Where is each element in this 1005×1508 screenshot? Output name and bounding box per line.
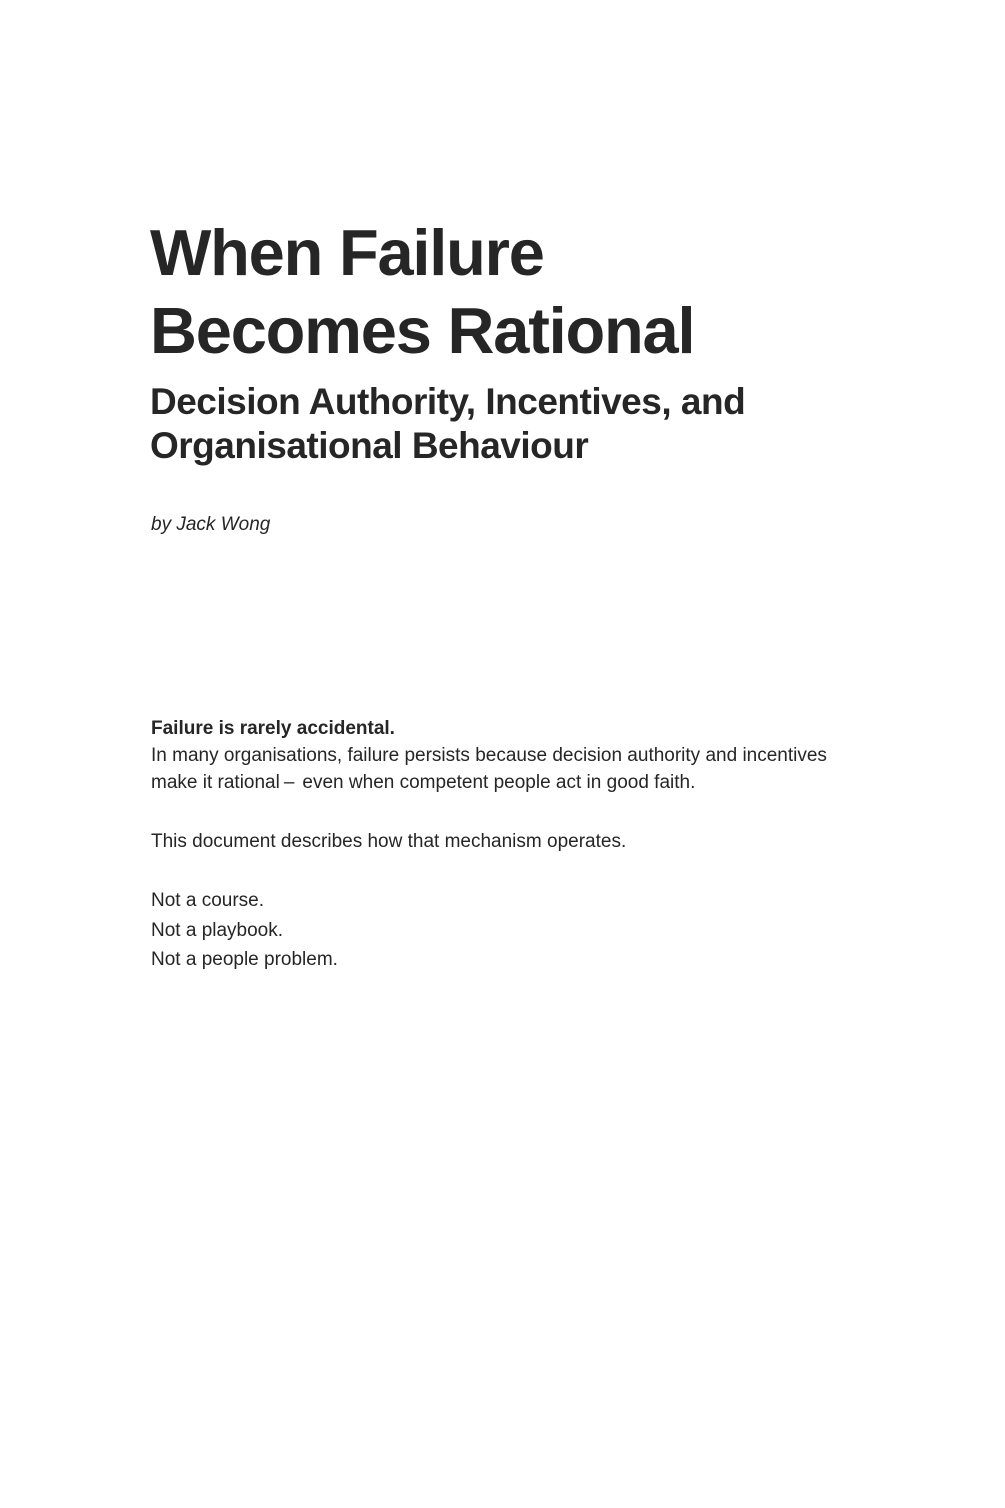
intro-line-1: In many organisations, failure persists because decision authority and incentives — [151, 745, 827, 766]
intro-line-2-start: make it rational — [151, 772, 280, 793]
intro-paragraph — [151, 715, 871, 796]
subtitle-line-2: Organisational Behaviour — [150, 425, 589, 466]
intro-line-2 — [151, 769, 871, 796]
negation-item: Not a people problem. — [151, 949, 338, 970]
intro-lead-sentence: Failure is rarely accidental. — [151, 718, 395, 739]
mechanism-statement: This document describes how that mechanism operates. — [151, 831, 627, 852]
negation-item: Not a playbook. — [151, 919, 284, 941]
document-title — [150, 214, 910, 370]
title-line-2: Becomes Rational — [150, 294, 695, 367]
intro-dash: – — [283, 772, 295, 793]
document-subtitle — [150, 380, 910, 468]
title-line-1: When Failure — [150, 216, 544, 289]
author-byline: by Jack Wong — [151, 514, 271, 535]
intro-line-2-end: even when competent people act in good faith. — [302, 772, 696, 793]
negation-item: Not a course. — [151, 890, 264, 911]
subtitle-line-1: Decision Authority, Incentives, and — [150, 381, 746, 422]
negations-list — [151, 886, 338, 975]
